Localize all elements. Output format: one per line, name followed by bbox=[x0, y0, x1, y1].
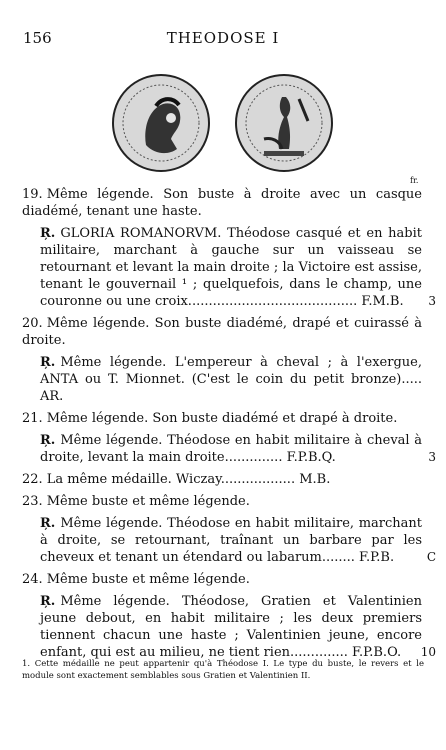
coin-illustrations bbox=[0, 73, 446, 185]
margin-note: fr. bbox=[410, 176, 419, 185]
rarity-number: 10 bbox=[420, 645, 436, 659]
reverse-text: Même légende. Théodose en habit militaire, marchant à droite, se retournant, traînant un barbare par les cheveux et tenant un étendard ou labarum........ F.P.B. bbox=[40, 516, 422, 565]
catalog-entries bbox=[22, 186, 436, 666]
entry-number: 22. bbox=[22, 472, 43, 487]
rarity-number: 3 bbox=[428, 450, 436, 464]
reverse-mark: Ŗ. bbox=[40, 226, 56, 241]
entry-text: Même légende. Son buste diadémé et drapé à droite. bbox=[46, 411, 398, 426]
entry-21-reverse bbox=[22, 432, 436, 466]
entry-19 bbox=[22, 186, 422, 220]
entry-text: Même légende. Son buste à droite avec un casque diadémé, tenant une haste. bbox=[22, 187, 422, 219]
reverse-text: Même légende. L'empereur à cheval ; à l'exergue, ANTA ou T. Mionnet. (C'est le coin du petit bronze)..... AR. bbox=[40, 355, 422, 404]
entry-number: 24. bbox=[22, 572, 43, 587]
reverse-mark: Ŗ. bbox=[40, 433, 56, 448]
rarity-number: 3 bbox=[428, 294, 436, 308]
page-number: 156 bbox=[23, 29, 52, 47]
coin-reverse-illustration bbox=[234, 73, 334, 173]
entry-21 bbox=[22, 410, 422, 427]
entry-24 bbox=[22, 571, 422, 588]
entry-number: 20. bbox=[22, 316, 43, 331]
entry-22 bbox=[22, 471, 422, 488]
entry-20 bbox=[22, 315, 422, 349]
entry-text: Même buste et même légende. bbox=[46, 572, 250, 587]
entry-number: 19. bbox=[22, 187, 43, 202]
entry-23-reverse bbox=[22, 515, 436, 566]
reverse-text: Même légende. Théodose, Gratien et Valentinien jeune debout, en habit militaire ; les deux premiers tiennent chacun une haste ; Valentinien jeune, encore enfant, qui est au milieu, ne tient rien.............. F.P.B.O. bbox=[40, 594, 422, 660]
entry-number: 23. bbox=[22, 494, 43, 509]
coin-obverse-illustration bbox=[111, 73, 211, 173]
entry-24-reverse bbox=[22, 593, 436, 661]
entry-number: 21. bbox=[22, 411, 43, 426]
entry-23 bbox=[22, 493, 422, 510]
entry-text: Même légende. Son buste diadémé, drapé et cuirassé à droite. bbox=[22, 316, 422, 348]
reverse-mark: Ŗ. bbox=[40, 594, 56, 609]
reverse-text: Même légende. Théodose en habit militaire à cheval à droite, levant la main droite.............. F.P.B.Q. bbox=[40, 433, 422, 465]
reverse-mark: Ŗ. bbox=[40, 355, 56, 370]
reverse-mark: Ŗ. bbox=[40, 516, 56, 531]
reverse-text: GLORIA ROMANORVM. Théodose casqué et en habit militaire, marchant à gauche sur un vaisseau se retournant et levant la main droite ; la Victoire est assise, tenant le gouvernail ¹ ; quelquefois, dans le champ, une couronne ou une croix......................................... F.M.B. bbox=[40, 226, 422, 309]
footnote: 1. Cette médaille ne peut appartenir qu'à Théodose I. Le type du buste, le revers et le module sont exactement semblables sous Gratien et Valentinien II. bbox=[22, 659, 424, 681]
entry-19-reverse bbox=[22, 225, 436, 310]
entry-20-reverse bbox=[22, 354, 422, 405]
entry-text: Même buste et même légende. bbox=[46, 494, 250, 509]
page-title: THEODOSE I bbox=[166, 29, 280, 47]
rarity-letter: C bbox=[426, 550, 436, 564]
entry-text: La même médaille. Wiczay.................. M.B. bbox=[46, 472, 331, 487]
